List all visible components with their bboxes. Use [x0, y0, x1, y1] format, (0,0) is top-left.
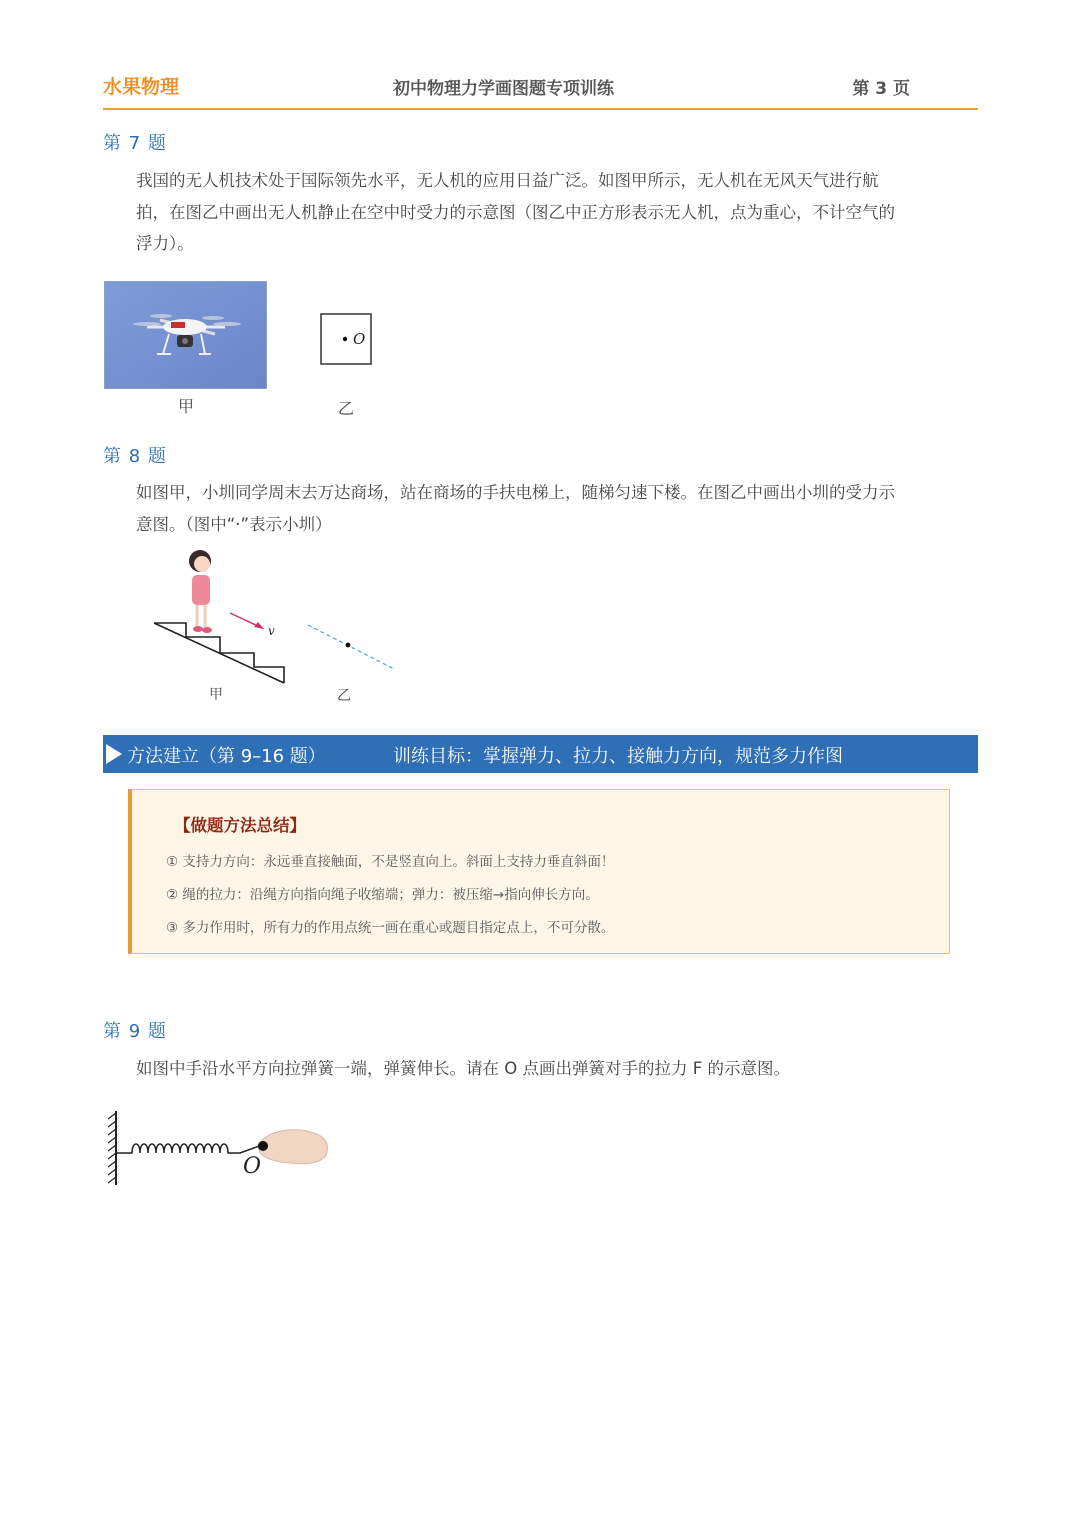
question-9-text: 如图中手沿水平方向拉弹簧一端，弹簧伸长。请在 O 点画出弹簧对手的拉力 F 的示意图。 [136, 1059, 790, 1078]
figure-caption-b: 乙 [338, 399, 355, 418]
play-arrow-icon [106, 744, 122, 764]
page-header [103, 70, 978, 110]
xiaozhen-point [346, 643, 351, 648]
escalator-figure [150, 545, 410, 685]
velocity-label: v [268, 624, 275, 638]
escalator-slope [154, 623, 284, 683]
hand [258, 1130, 328, 1164]
point-o-label: O [243, 1154, 262, 1179]
question-8-line: 如图甲，小圳同学周末去万达商场，站在商场的手扶电梯上，随梯匀速下楼。在图乙中画出小圳的受力示 [136, 483, 895, 502]
question-7-line: 浮力）。 [136, 234, 194, 253]
question-8-heading: 第 8 题 [103, 446, 167, 467]
method-summary-title: 【做题方法总结】 [174, 816, 306, 835]
question-7-heading: 第 7 题 [103, 133, 167, 154]
question-8-line: 意图。（图中“·”表示小圳） [136, 514, 332, 534]
method-item: ② 绳的拉力：沿绳方向指向绳子收缩端；弹力：被压缩→指向伸长方向。 [166, 887, 599, 903]
method-summary-box [128, 789, 950, 954]
dashed-slope [308, 625, 394, 669]
figure-caption-a: 甲 [178, 397, 195, 416]
spring [116, 1144, 262, 1153]
brand-name: 水果物理 [103, 76, 180, 98]
method-item: ① 支持力方向：永远垂直接触面，不是竖直向上。斜面上支持力垂直斜面！ [166, 854, 615, 870]
question-7-line: 拍，在图乙中画出无人机静止在空中时受力的示意图（图乙中正方形表示无人机，点为重心，不计空气的 [136, 202, 895, 222]
question-9-heading: 第 9 题 [103, 1021, 167, 1042]
drone-photo [104, 281, 267, 389]
point-o-dot [258, 1141, 268, 1151]
question-7-text [136, 165, 981, 260]
figure-caption-a: 甲 [209, 687, 223, 703]
question-7-line: 我国的无人机技术处于国际领先水平，无人机的应用日益广泛。如图甲所示，无人机在无风天气进行航 [136, 171, 879, 190]
document-title: 初中物理力学画图题专项训练 [393, 79, 614, 99]
velocity-arrowhead [254, 622, 264, 629]
banner-title: 方法建立（第 9–16 题） [127, 746, 326, 767]
girl-figure [189, 550, 212, 633]
page-number: 第 3 页 [852, 79, 910, 99]
banner-goal: 训练目标：掌握弹力、拉力、接触力方向，规范多力作图 [393, 746, 843, 767]
velocity-arrow [230, 613, 260, 627]
method-item: ③ 多力作用时，所有力的作用点统一画在重心或题目指定点上，不可分散。 [166, 920, 615, 936]
center-of-gravity-dot [343, 337, 347, 341]
section-banner [103, 735, 978, 773]
figure-caption-b: 乙 [337, 688, 351, 704]
wall-hatching [108, 1113, 116, 1183]
spring-hand-figure [100, 1105, 340, 1195]
drone-square-diagram [320, 313, 374, 367]
point-o-label: O [353, 330, 366, 348]
drone-illustration [105, 282, 267, 389]
question-8-text [136, 477, 981, 540]
